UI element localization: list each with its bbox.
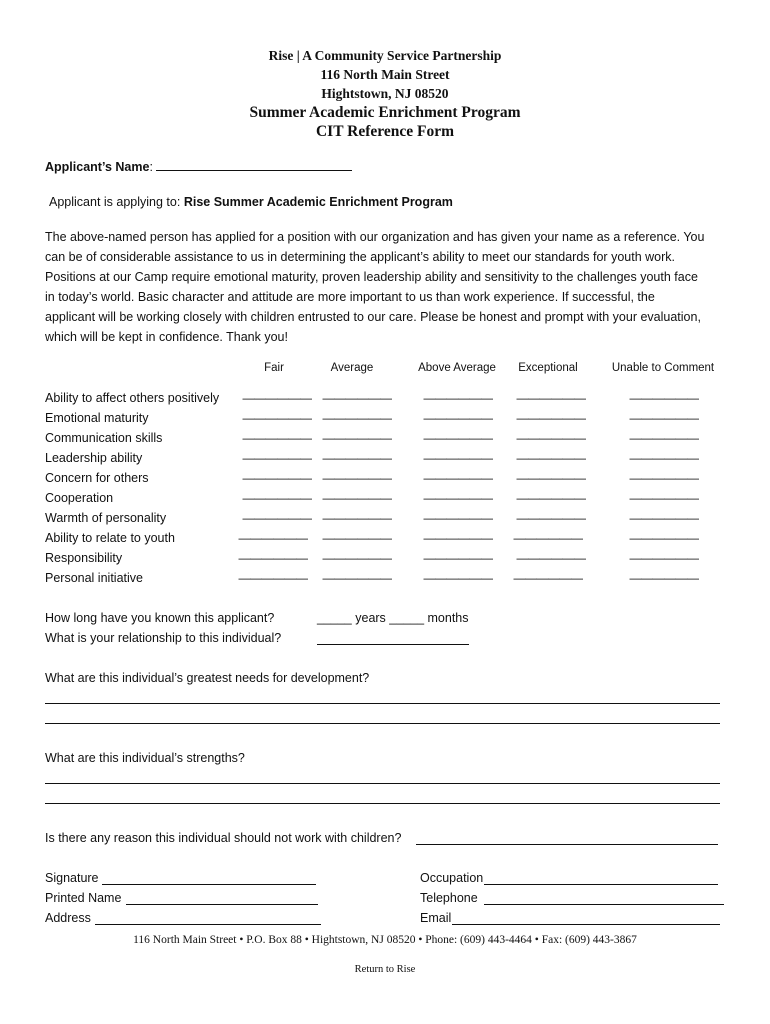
children-concern-question: Is there any reason this individual should not work with children?: [45, 831, 402, 845]
rating-blank-fair[interactable]: ——————: [242, 471, 312, 485]
rating-blank-unable-to-comment[interactable]: ——————: [629, 451, 699, 465]
rating-blank-average[interactable]: ——————: [322, 451, 392, 465]
rating-blank-average[interactable]: ——————: [322, 391, 392, 405]
years-field[interactable]: _____: [317, 611, 352, 625]
development-needs-question: What are this individual’s greatest needs for development?: [45, 671, 370, 685]
rating-blank-average[interactable]: ——————: [322, 551, 392, 565]
development-needs-line[interactable]: [45, 723, 720, 724]
rating-blank-average[interactable]: ——————: [322, 571, 392, 585]
rating-item-label: Warmth of personality: [45, 511, 167, 525]
rating-item-label: Responsibility: [45, 551, 123, 565]
column-header-unable-to-comment: Unable to Comment: [611, 362, 715, 374]
years-label: years: [351, 611, 390, 625]
rating-blank-fair[interactable]: ——————: [238, 571, 308, 585]
rating-blank-average[interactable]: ——————: [322, 411, 392, 425]
program-title: Summer Academic Enrichment Program: [249, 104, 521, 121]
rating-blank-average[interactable]: ——————: [322, 431, 392, 445]
column-header-above-average: Above Average: [418, 362, 496, 374]
strengths-line[interactable]: [45, 803, 720, 804]
telephone-field[interactable]: [484, 904, 724, 905]
rating-item-label: Communication skills: [45, 431, 163, 445]
rating-blank-unable-to-comment[interactable]: ——————: [629, 431, 699, 445]
rating-row: [45, 448, 735, 468]
org-name: Rise | A Community Service Partnership: [268, 48, 502, 63]
rating-blank-unable-to-comment[interactable]: ——————: [629, 531, 699, 545]
rating-blank-above-average[interactable]: ——————: [423, 571, 493, 585]
rating-blank-exceptional[interactable]: ——————: [516, 471, 586, 485]
rating-item-label: Leadership ability: [45, 451, 143, 465]
occupation-field[interactable]: [484, 884, 718, 885]
strengths-question: What are this individual’s strengths?: [45, 751, 245, 765]
rating-row: [45, 408, 735, 428]
rating-blank-above-average[interactable]: ——————: [423, 491, 493, 505]
rating-blank-exceptional[interactable]: ——————: [516, 411, 586, 425]
footer-contact: 116 North Main Street • P.O. Box 88 • Hightstown, NJ 08520 • Phone: (609) 443-4464 • Fax: (609) 443-3867: [133, 934, 637, 946]
rating-blank-unable-to-comment[interactable]: ——————: [629, 411, 699, 425]
rating-blank-above-average[interactable]: ——————: [423, 551, 493, 565]
rating-blank-average[interactable]: ——————: [322, 491, 392, 505]
months-field[interactable]: _____: [389, 611, 425, 625]
rating-blank-above-average[interactable]: ——————: [423, 471, 493, 485]
rating-blank-above-average[interactable]: ——————: [423, 431, 493, 445]
rating-blank-average[interactable]: ——————: [322, 471, 392, 485]
applicant-name-field[interactable]: [156, 157, 352, 171]
rating-blank-exceptional[interactable]: ——————: [516, 551, 586, 565]
rating-item-label: Cooperation: [45, 491, 114, 505]
rating-row: [45, 428, 735, 448]
rating-blank-exceptional[interactable]: ——————: [516, 391, 586, 405]
printed-name-label: Printed Name: [45, 891, 122, 905]
telephone-label: Telephone: [420, 891, 478, 905]
rating-blank-exceptional[interactable]: ——————: [516, 491, 586, 505]
applicant-name-label: Applicant’s Name: [45, 160, 150, 174]
rating-blank-above-average[interactable]: ——————: [423, 411, 493, 425]
rating-blank-fair[interactable]: ——————: [238, 551, 308, 565]
rating-blank-average[interactable]: ——————: [322, 511, 392, 525]
org-street: 116 North Main Street: [320, 67, 450, 82]
rating-blank-exceptional[interactable]: ——————: [513, 531, 583, 545]
development-needs-line[interactable]: [45, 703, 720, 704]
rating-row: [45, 568, 735, 588]
applying-to-label: Applicant is applying to:: [49, 195, 184, 209]
relationship-question: What is your relationship to this individual?: [45, 631, 282, 645]
column-header-average: Average: [330, 362, 374, 374]
rating-blank-fair[interactable]: ——————: [242, 491, 312, 505]
rating-blank-above-average[interactable]: ——————: [423, 531, 493, 545]
rating-blank-exceptional[interactable]: ——————: [513, 571, 583, 585]
column-header-fair: Fair: [264, 362, 284, 374]
printed-name-field[interactable]: [126, 904, 318, 905]
intro-line: which will be kept in confidence. Thank you!: [45, 330, 288, 344]
intro-line: can be of considerable assistance to us in determining the applicant’s ability to meet our standards for youth work.: [45, 250, 675, 264]
column-header-exceptional: Exceptional: [518, 362, 578, 374]
intro-paragraph: [45, 227, 735, 347]
known-duration-question: How long have you known this applicant?: [45, 611, 275, 625]
rating-row: [45, 488, 735, 508]
rating-row: [45, 508, 735, 528]
relationship-field[interactable]: [317, 644, 469, 645]
rating-blank-exceptional[interactable]: ——————: [516, 511, 586, 525]
strengths-line[interactable]: [45, 783, 720, 784]
rating-blank-fair[interactable]: ——————: [242, 511, 312, 525]
children-concern-field[interactable]: [416, 844, 718, 845]
email-field[interactable]: [452, 924, 720, 925]
rating-blank-exceptional[interactable]: ——————: [516, 431, 586, 445]
rating-blank-unable-to-comment[interactable]: ——————: [629, 491, 699, 505]
rating-item-label: Ability to affect others positively: [45, 391, 220, 405]
rating-item-label: Emotional maturity: [45, 411, 149, 425]
intro-line: applicant will be working closely with children entrusted to our care. Please be honest and prompt with your evaluation,: [45, 310, 701, 324]
address-label: Address: [45, 911, 91, 925]
known-duration-fields: [317, 608, 469, 628]
rating-item-label: Concern for others: [45, 471, 149, 485]
return-to-rise: Return to Rise: [354, 964, 416, 975]
signature-field[interactable]: [102, 884, 316, 885]
rating-blank-fair[interactable]: ——————: [238, 531, 308, 545]
rating-blank-fair[interactable]: ——————: [242, 451, 312, 465]
rating-blank-exceptional[interactable]: ——————: [516, 451, 586, 465]
occupation-label: Occupation: [420, 871, 484, 885]
rating-blank-unable-to-comment[interactable]: ——————: [629, 571, 699, 585]
rating-row: [45, 468, 735, 488]
applying-to-program: Rise Summer Academic Enrichment Program: [183, 195, 453, 209]
months-label: months: [424, 611, 469, 625]
signature-label: Signature: [45, 871, 99, 885]
rating-blank-unable-to-comment[interactable]: ——————: [629, 471, 699, 485]
form-title: CIT Reference Form: [315, 123, 455, 140]
org-city: Hightstown, NJ 08520: [321, 86, 449, 101]
rating-row: [45, 388, 735, 408]
rating-blank-unable-to-comment[interactable]: ——————: [629, 391, 699, 405]
intro-line: in today’s world. Basic character and attitude are more important to us than work experience. If successful, the: [45, 290, 655, 304]
address-field[interactable]: [95, 924, 321, 925]
rating-blank-unable-to-comment[interactable]: ——————: [629, 511, 699, 525]
rating-blank-average[interactable]: ——————: [322, 531, 392, 545]
intro-line: The above-named person has applied for a position with our organization and has given your name as a reference. You: [45, 230, 705, 244]
rating-blank-above-average[interactable]: ——————: [423, 511, 493, 525]
applicant-name-colon: :: [149, 160, 153, 174]
rating-blank-unable-to-comment[interactable]: ——————: [629, 551, 699, 565]
applying-to-row: [49, 192, 453, 212]
applicant-name-row: [45, 157, 352, 177]
rating-blank-fair[interactable]: ——————: [242, 411, 312, 425]
rating-blank-above-average[interactable]: ——————: [423, 451, 493, 465]
rating-row: [45, 528, 735, 548]
rating-blank-fair[interactable]: ——————: [242, 431, 312, 445]
rating-blank-fair[interactable]: ——————: [242, 391, 312, 405]
email-label: Email: [420, 911, 452, 925]
form-header: [0, 46, 770, 141]
rating-item-label: Ability to relate to youth: [45, 531, 175, 545]
rating-blank-above-average[interactable]: ——————: [423, 391, 493, 405]
rating-item-label: Personal initiative: [45, 571, 143, 585]
rating-row: [45, 548, 735, 568]
intro-line: Positions at our Camp require emotional maturity, proven leadership ability and sensitivity to the challenges youth face: [45, 270, 698, 284]
